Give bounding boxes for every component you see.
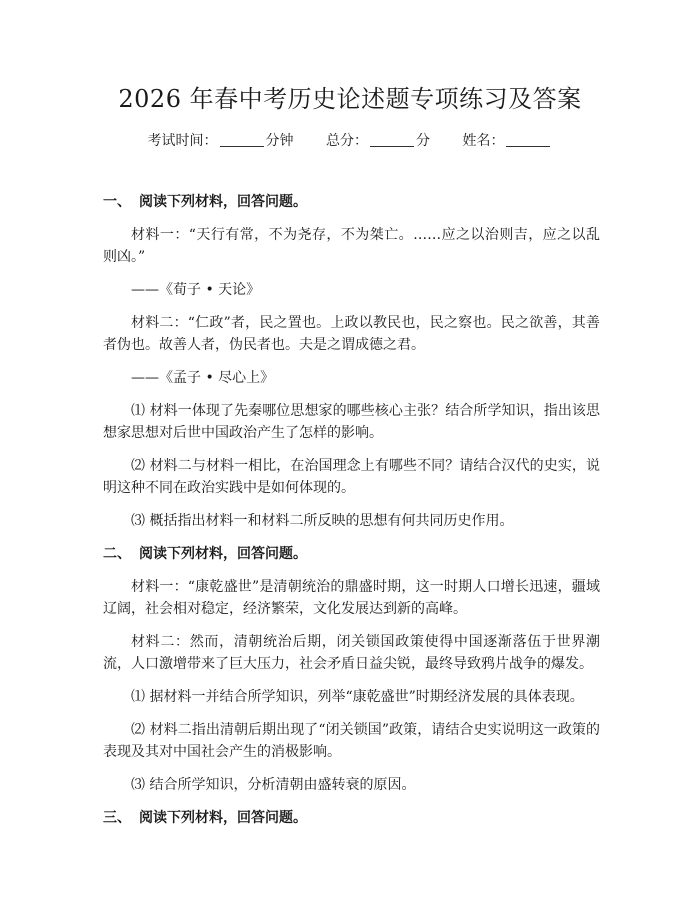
time-blank[interactable]	[220, 132, 264, 147]
question-item: ⑶ 概括指出材料一和材料二所反映的思想有何共同历史作用。	[131, 513, 514, 529]
time-unit: 分钟	[265, 133, 294, 149]
exam-content	[103, 191, 600, 840]
section-instruction: 阅读下列材料，回答问题。	[139, 810, 307, 826]
section-number: 二、	[103, 546, 131, 562]
section-heading	[103, 543, 600, 565]
question-item: ⑴ 材料一体现了先秦哪位思想家的哪些核心主张？结合所学知识，指出该思想家思想对后世中国政治产生了怎样的影响。	[103, 403, 600, 441]
question-item: ⑵ 材料二与材料一相比，在治国理念上有哪些不同？请结合汉代的史实，说明这种不同在政治实践中是如何体现的。	[103, 458, 600, 496]
material-text: 材料一：“天行有常，不为尧存，不为桀亡。……应之以治则吉，应之以乱则凶。”	[103, 227, 600, 265]
material-source: ——《荀子 • 天论》	[131, 282, 261, 298]
score-blank[interactable]	[370, 132, 414, 147]
section-heading	[103, 807, 600, 829]
material-text: 材料二：然而，清朝统治后期，闭关锁国政策使得中国逐渐落伍于世界潮流，人口激增带来了巨大压力，社会矛盾日益尖锐，最终导致鸦片战争的爆发。	[103, 634, 600, 672]
material-source: ——《孟子 • 尽心上》	[131, 370, 275, 386]
section-instruction: 阅读下列材料，回答问题。	[139, 546, 307, 562]
name-label: 姓名：	[462, 133, 505, 149]
section-heading	[103, 191, 600, 213]
page-title: 2026 年春中考历史论述题专项练习及答案	[118, 85, 582, 113]
section-instruction: 阅读下列材料，回答问题。	[139, 194, 307, 210]
name-blank[interactable]	[506, 132, 550, 147]
name-field	[462, 133, 552, 149]
score-unit: 分	[416, 133, 430, 149]
time-field	[148, 133, 298, 149]
time-label: 考试时间：	[147, 133, 218, 149]
section-number: 三、	[103, 810, 131, 826]
question-item: ⑵ 材料二指出清朝后期出现了“闭关锁国”政策，请结合史实说明这一政策的表现及其对中国社会产生的消极影响。	[103, 722, 600, 760]
question-item: ⑶ 结合所学知识，分析清朝由盛转衰的原因。	[131, 777, 416, 793]
score-label: 总分：	[326, 133, 368, 149]
material-text: 材料二：“仁政”者，民之置也。上政以教民也，民之察也。民之欲善，其善者伪也。故善人者，伪民者也。夫是之谓成德之君。	[103, 315, 600, 353]
question-item: ⑴ 据材料一并结合所学知识，列举“康乾盛世”时期经济发展的具体表现。	[131, 689, 584, 705]
section-number: 一、	[103, 194, 131, 210]
exam-info-line	[0, 131, 700, 151]
score-field	[326, 133, 434, 149]
material-text: 材料一：“康乾盛世”是清朝统治的鼎盛时期，这一时期人口增长迅速，疆域辽阔，社会相对稳定，经济繁荣，文化发展达到新的高峰。	[103, 579, 600, 617]
